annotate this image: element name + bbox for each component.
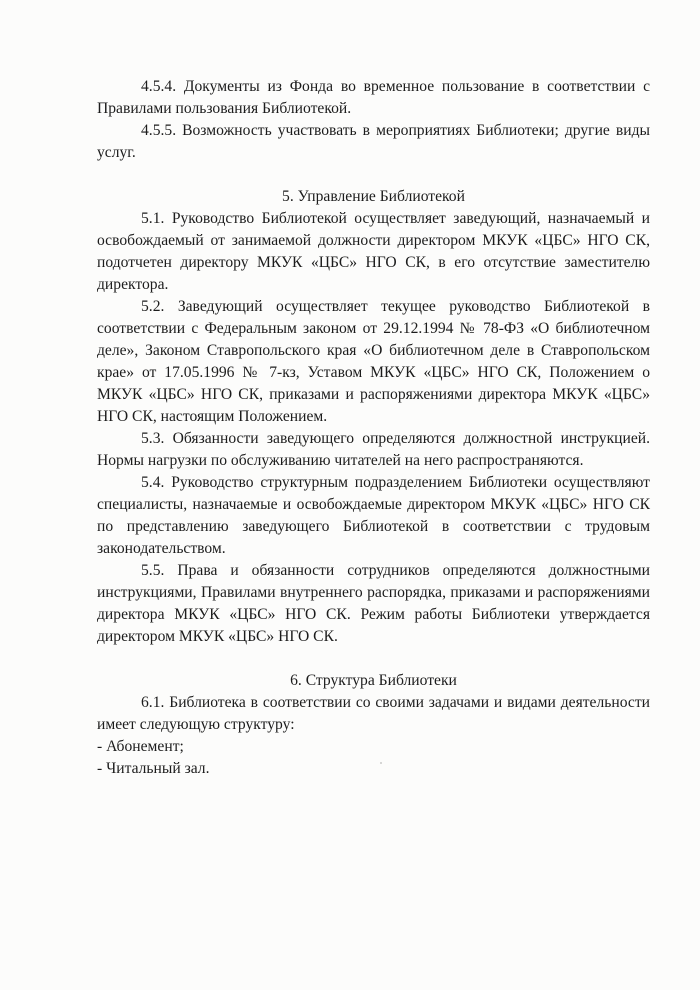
- paragraph-4-5-4: 4.5.4. Документы из Фонда во временное пользование в соответствии с Правилами пользования Библиотекой.: [97, 78, 650, 117]
- section-spacer: [97, 164, 650, 186]
- paragraph-5-4: 5.4. Руководство структурным подразделением Библиотеки осуществляют специалисты, назначаемые и освобождаемые директором МКУК «ЦБС» НГО СК по представлению заведующего Библиотекой в соответствии с трудовым законодательством.: [97, 474, 650, 557]
- paragraph-4-5-5: 4.5.5. Возможность участвовать в мероприятиях Библиотеки; другие виды услуг.: [97, 122, 650, 161]
- section-5-heading: 5. Управление Библиотекой: [282, 188, 465, 205]
- paragraph-5-1: 5.1. Руководство Библиотекой осуществляет заведующий, назначаемый и освобождаемый от занимаемой должности директором МКУК «ЦБС» НГО СК, подотчетен директору МКУК «ЦБС» НГО СК, в его отсутствие заместителю директора.: [97, 210, 650, 293]
- scan-speck: [380, 762, 382, 764]
- list-item-reading-room: - Читальный зал.: [97, 760, 210, 777]
- section-spacer: [97, 648, 650, 670]
- paragraph-6-1: 6.1. Библиотека в соответствии со своими задачами и видами деятельности имеет следующую структуру:: [97, 694, 650, 733]
- paragraph-5-5: 5.5. Права и обязанности сотрудников определяются должностными инструкциями, Правилами внутреннего распорядка, приказами и распоряжениями директора МКУК «ЦБС» НГО СК. Режим работы Библиотеки утверждается директором МКУК «ЦБС» НГО СК.: [97, 562, 650, 645]
- list-item-abonement: - Абонемент;: [97, 738, 184, 755]
- paragraph-5-2: 5.2. Заведующий осуществляет текущее руководство Библиотекой в соответствии с Федеральным законом от 29.12.1994 № 78-ФЗ «О библиотечном деле», Законом Ставропольского края «О библиотечном деле в Ставропольском крае» от 17.05.1996 № 7-кз, Уставом МКУК «ЦБС» НГО СК, Положением о МКУК «ЦБС» НГО СК, приказами и распоряжениями директора МКУК «ЦБС» НГО СК, настоящим Положением.: [97, 298, 650, 425]
- section-6-heading: 6. Структура Библиотеки: [290, 672, 457, 689]
- paragraph-5-3: 5.3. Обязанности заведующего определяются должностной инструкцией. Нормы нагрузки по обслуживанию читателей на него распространяются.: [97, 430, 650, 469]
